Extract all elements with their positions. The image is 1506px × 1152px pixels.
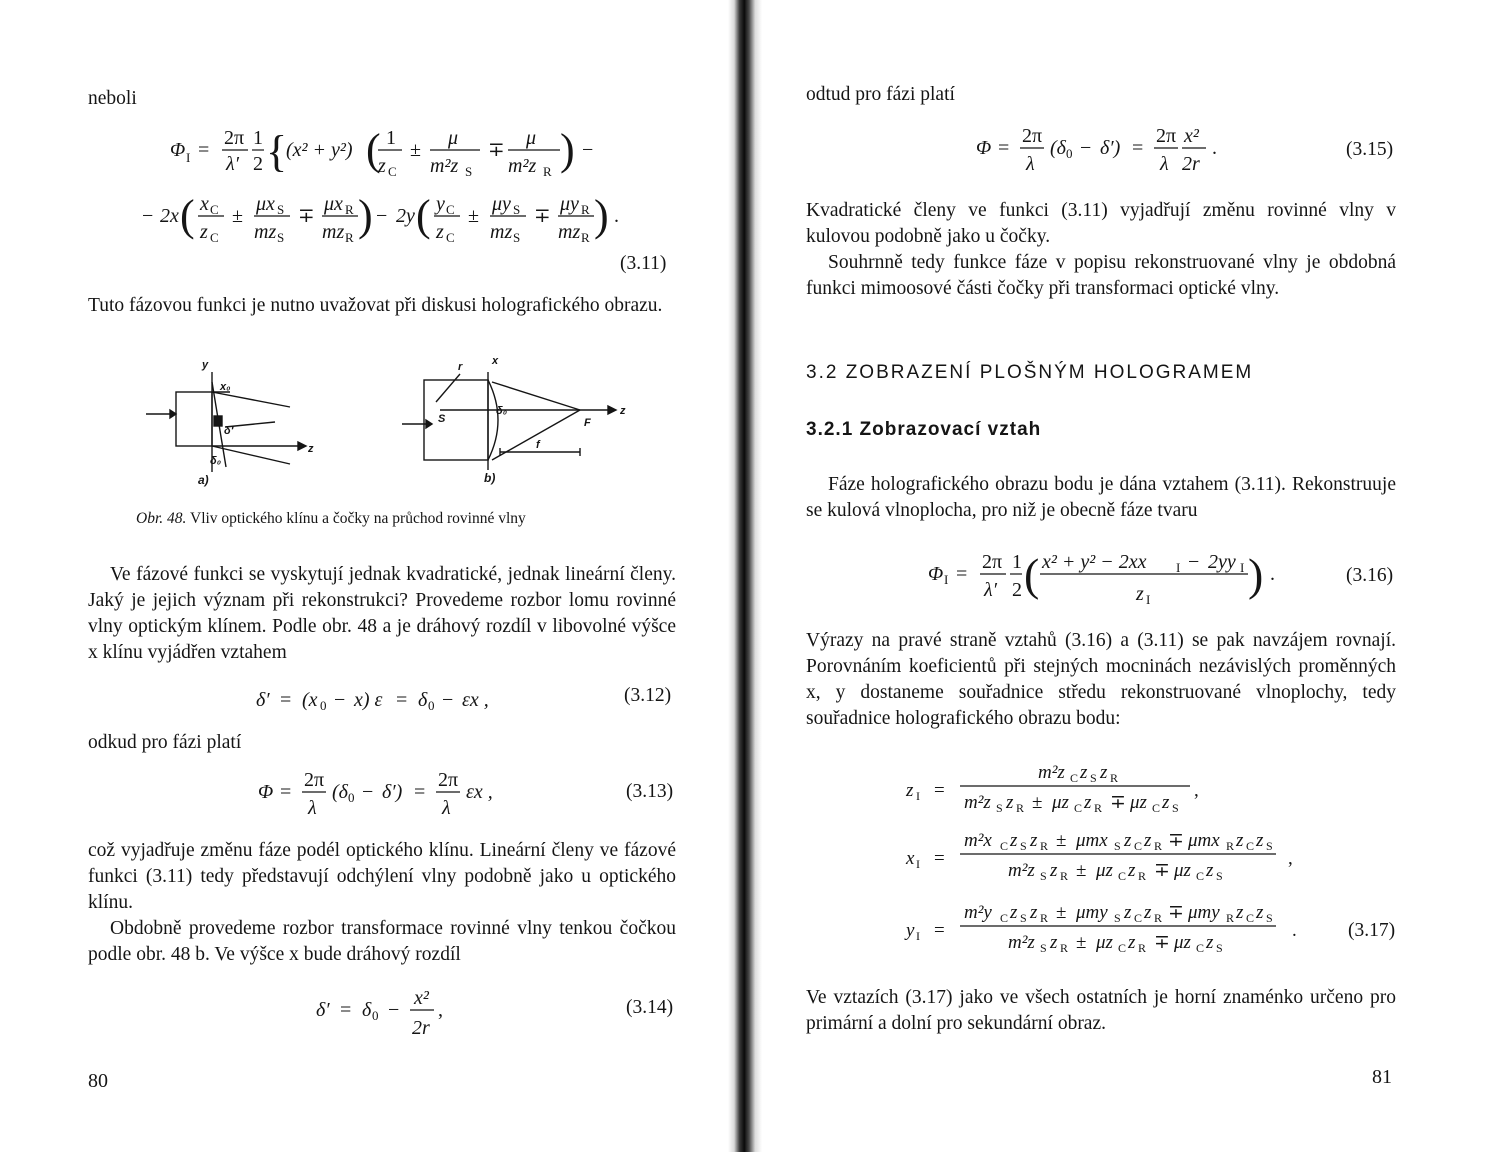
odkud-text: odkud pro fázi platí: [88, 732, 242, 753]
svg-text:R: R: [1110, 771, 1119, 785]
svg-text:): ): [560, 125, 575, 174]
svg-text:±: ±: [232, 205, 243, 227]
svg-text:): ): [358, 191, 373, 240]
svg-text:±: ±: [1056, 830, 1067, 851]
equation-3-12: [250, 678, 530, 718]
svg-text:S: S: [996, 801, 1003, 815]
svg-text:2yy: 2yy: [1208, 551, 1236, 573]
equation-number-3-15: (3.15): [1346, 139, 1394, 160]
svg-text:(x² + y²): (x² + y²): [286, 139, 353, 161]
figure-caption: [136, 510, 526, 528]
svg-text:I: I: [1176, 560, 1181, 575]
figure-label-a: a): [198, 473, 209, 487]
svg-text:2π: 2π: [224, 127, 245, 149]
svg-text:μmy: μmy: [1076, 902, 1108, 923]
svg-text:=: =: [934, 848, 945, 869]
svg-text:μz: μz: [1174, 860, 1191, 881]
svg-text:S: S: [277, 230, 285, 245]
book-spine: [728, 0, 762, 1152]
svg-text:r: r: [458, 361, 463, 373]
page-number-right: 81: [1372, 1066, 1392, 1088]
svg-text:S: S: [1114, 839, 1121, 853]
svg-text:C: C: [446, 230, 455, 245]
svg-text:(: (: [180, 191, 195, 240]
svg-text:δ′): δ′): [382, 781, 403, 803]
equation-3-14: [310, 982, 450, 1042]
svg-text:∓: ∓: [488, 139, 505, 161]
svg-text:λ: λ: [442, 797, 451, 819]
svg-text:z: z: [1006, 792, 1014, 813]
equation-number-3-13: (3.13): [626, 781, 674, 802]
svg-text:m²z: m²z: [508, 155, 537, 177]
paragraph-ve-fazove: Ve fázové funkci se vyskytují jednak kvadratické, jednak lineární členy. Jaký je jejich význam při rekonstrukci? Provedeme rozbor lomu rovinné vlny optickým klínem. Podle obr. 48 a je dráhový rozdíl v libovolné výšce x klínu vyjádřen vztahem: [88, 564, 676, 663]
svg-text:z: z: [1050, 860, 1058, 881]
svg-text:z: z: [1080, 762, 1088, 783]
svg-text:S: S: [1172, 801, 1179, 815]
svg-text:R: R: [345, 230, 354, 245]
svg-text:S: S: [1020, 839, 1027, 853]
svg-text:∓: ∓: [1110, 792, 1126, 813]
svg-text:2π: 2π: [1156, 125, 1177, 147]
subsection-heading: 3.2.1 Zobrazovací vztah: [806, 419, 1042, 440]
svg-text:±: ±: [1032, 792, 1043, 813]
svg-text:∓: ∓: [534, 205, 551, 227]
equation-number-3-14: (3.14): [626, 997, 674, 1018]
section-heading: 3.2 ZOBRAZENÍ PLOŠNÝM HOLOGRAMEM: [806, 362, 1254, 383]
svg-text:(δ: (δ: [332, 781, 348, 803]
figure-label-b: b): [484, 471, 496, 485]
svg-text:z: z: [1010, 830, 1018, 851]
svg-text:λ′: λ′: [226, 153, 240, 175]
svg-text:R: R: [581, 230, 590, 245]
svg-text:μmx: μmx: [1076, 830, 1108, 851]
svg-text:z: z: [1010, 902, 1018, 923]
equation-number-3-17: (3.17): [1348, 920, 1396, 941]
svg-text:z: z: [1100, 762, 1108, 783]
figure-caption-label: Obr. 48.: [136, 510, 187, 527]
svg-text:C: C: [1070, 771, 1079, 785]
svg-text:I: I: [1146, 592, 1151, 607]
svg-text:=: =: [396, 689, 408, 711]
svg-text:I: I: [186, 150, 191, 165]
svg-text:−: −: [142, 205, 154, 227]
svg-text:S: S: [1020, 911, 1027, 925]
svg-text:mz: mz: [558, 221, 581, 243]
svg-text:εx ,: εx ,: [462, 689, 489, 711]
svg-text:μmx: μmx: [1188, 830, 1220, 851]
svg-text:.: .: [614, 205, 619, 227]
svg-text:f: f: [536, 439, 540, 451]
svg-text:C: C: [1134, 839, 1143, 853]
svg-text:S: S: [1216, 869, 1223, 883]
svg-text:Φ: Φ: [976, 137, 992, 159]
svg-text:±: ±: [1076, 932, 1087, 953]
svg-text:2r: 2r: [412, 1017, 430, 1039]
svg-text:x²: x²: [414, 987, 429, 1009]
svg-text:C: C: [388, 164, 397, 179]
svg-text:C: C: [1196, 941, 1205, 955]
svg-text:Φ: Φ: [928, 563, 944, 585]
svg-text:R: R: [1226, 911, 1235, 925]
svg-text:R: R: [1154, 911, 1163, 925]
svg-text:2x: 2x: [160, 205, 179, 227]
svg-text:μx: μx: [324, 193, 343, 215]
svg-text:m²y: m²y: [964, 902, 992, 923]
equation-number-3-11: (3.11): [620, 253, 667, 274]
svg-text:−: −: [1080, 137, 1092, 159]
svg-text:): ): [594, 191, 609, 240]
svg-text:μ: μ: [448, 127, 459, 149]
neboli-text: neboli: [88, 88, 137, 109]
svg-text:2: 2: [253, 153, 263, 175]
svg-text:λ′: λ′: [984, 579, 998, 601]
svg-text:x: x: [906, 848, 915, 869]
figure-48-drawing: [140, 352, 640, 492]
svg-text:,: ,: [1194, 780, 1199, 801]
svg-text:−: −: [442, 689, 454, 711]
svg-text:C: C: [1246, 839, 1255, 853]
svg-text:2π: 2π: [1022, 125, 1043, 147]
svg-text:S: S: [1114, 911, 1121, 925]
svg-text:=: =: [956, 563, 968, 585]
svg-text:δ₀: δ₀: [496, 405, 508, 417]
svg-text:λ: λ: [308, 797, 317, 819]
svg-text:(δ: (δ: [1050, 137, 1066, 159]
svg-text:z: z: [1128, 932, 1136, 953]
svg-text:μx: μx: [256, 193, 275, 215]
svg-text:z: z: [1206, 860, 1214, 881]
svg-text:z: z: [1124, 830, 1132, 851]
svg-text:F: F: [584, 417, 591, 429]
svg-text:∓: ∓: [1154, 932, 1170, 953]
svg-text:μy: μy: [560, 193, 579, 215]
svg-text:−: −: [582, 139, 594, 161]
svg-text:λ: λ: [1160, 153, 1169, 175]
svg-text:−: −: [362, 781, 374, 803]
svg-text:.: .: [1270, 563, 1275, 585]
svg-text:S: S: [1090, 771, 1097, 785]
svg-text:,: ,: [438, 999, 443, 1021]
svg-text:C: C: [1134, 911, 1143, 925]
svg-text:±: ±: [468, 205, 479, 227]
svg-text:R: R: [1060, 869, 1069, 883]
svg-text:.: .: [1292, 920, 1297, 941]
svg-text:S: S: [1266, 839, 1273, 853]
svg-text:z: z: [1030, 830, 1038, 851]
svg-text:λ: λ: [1026, 153, 1035, 175]
svg-text:=: =: [280, 781, 292, 803]
svg-text:(: (: [416, 191, 431, 240]
svg-text:S: S: [1040, 869, 1047, 883]
svg-text:m²z: m²z: [1038, 762, 1065, 783]
svg-text:C: C: [210, 202, 219, 217]
svg-text:z: z: [1050, 932, 1058, 953]
svg-text:0: 0: [1066, 146, 1073, 161]
svg-text:R: R: [543, 164, 552, 179]
svg-text:z: z: [1084, 792, 1092, 813]
svg-text:z: z: [1236, 902, 1244, 923]
svg-text:z: z: [1236, 830, 1244, 851]
equation-3-13: [252, 762, 532, 822]
svg-text:εx ,: εx ,: [466, 781, 493, 803]
svg-text:x² + y² − 2xx: x² + y² − 2xx: [1042, 551, 1147, 573]
svg-text:−: −: [1188, 551, 1200, 573]
svg-text:y: y: [906, 920, 915, 941]
svg-text:=: =: [934, 920, 945, 941]
svg-text:x₀: x₀: [220, 381, 231, 393]
svg-text:∓: ∓: [1168, 902, 1184, 923]
svg-text:(x: (x: [302, 689, 318, 711]
svg-text:z: z: [1256, 830, 1264, 851]
svg-text:μz: μz: [1096, 932, 1113, 953]
equation-number-3-12: (3.12): [624, 685, 672, 706]
equation-3-16: [924, 542, 1304, 612]
svg-text:R: R: [1138, 941, 1147, 955]
svg-text:S: S: [1266, 911, 1273, 925]
svg-text:m²z: m²z: [430, 155, 459, 177]
svg-text:m²z: m²z: [964, 792, 991, 813]
svg-text:μz: μz: [1130, 792, 1147, 813]
paragraph-faze: Fáze holografického obrazu bodu je dána vztahem (3.11). Rekonstruuje se kulová vlnoplocha, pro niž je obecně fáze tvaru: [806, 474, 1396, 521]
svg-text:x²: x²: [1184, 125, 1199, 147]
svg-text:−: −: [376, 205, 388, 227]
svg-text:=: =: [1132, 137, 1144, 159]
svg-text:R: R: [1040, 911, 1049, 925]
svg-text:z: z: [1030, 902, 1038, 923]
paragraph-obdobne: Obdobně provedeme rozbor transformace rovinné vlny tenkou čočkou podle obr. 48 b. Ve výšce x bude dráhový rozdíl: [88, 918, 676, 965]
svg-text:μz: μz: [1174, 932, 1191, 953]
svg-text:μmy: μmy: [1188, 902, 1220, 923]
svg-text:z: z: [620, 405, 626, 417]
svg-text:S: S: [513, 230, 521, 245]
svg-text:±: ±: [1056, 902, 1067, 923]
svg-text:C: C: [210, 230, 219, 245]
svg-text:m²x: m²x: [964, 830, 992, 851]
svg-text:mz: mz: [490, 221, 513, 243]
svg-text:δ′: δ′: [256, 689, 270, 711]
svg-text:x: x: [200, 193, 209, 215]
svg-text:C: C: [1152, 801, 1161, 815]
svg-text:x) ε: x) ε: [354, 689, 383, 711]
paragraph-coz: což vyjadřuje změnu fáze podél optického klínu. Lineární členy ve fázové funkci (3.11) tedy představují odchýlení vlny podobně jako u optického klínu.: [88, 840, 676, 913]
svg-text:C: C: [1118, 869, 1127, 883]
svg-text:=: =: [998, 137, 1010, 159]
svg-text:=: =: [340, 999, 352, 1021]
svg-text:=: =: [414, 781, 426, 803]
svg-text:2π: 2π: [438, 769, 459, 791]
svg-text:R: R: [1154, 839, 1163, 853]
svg-text:I: I: [944, 572, 949, 587]
svg-text:=: =: [198, 139, 210, 161]
svg-text:R: R: [1094, 801, 1103, 815]
figure-48: [140, 352, 640, 492]
paragraph-ve-vztazich: Ve vztazích (3.17) jako ve všech ostatních je horní znaménko určeno pro primární a dolní pro sekundární obraz.: [806, 987, 1396, 1034]
equation-number-3-16: (3.16): [1346, 565, 1394, 586]
svg-text:C: C: [1196, 869, 1205, 883]
paragraph-kvadraticke: Kvadratické členy ve funkci (3.11) vyjadřují změnu rovinné vlny v kulovou podobně jako u čočky.: [806, 200, 1396, 247]
svg-text:δ′): δ′): [1100, 137, 1121, 159]
svg-text:z: z: [378, 155, 386, 177]
svg-text:∓: ∓: [1154, 860, 1170, 881]
paragraph-vyrazy: Výrazy na pravé straně vztahů (3.16) a (3.11) se pak navzájem rovnají. Porovnáním koeficientů při stejných mocninách nezávislých proměnných x, y dostaneme souřadnice středu rekonstruované vlnoplochy, tedy souřadnice holografického obrazu bodu:: [806, 630, 1396, 729]
figure-caption-text: Vliv optického klínu a čočky na průchod rovinné vlny: [190, 510, 526, 527]
svg-text:z: z: [1136, 583, 1144, 605]
svg-text:C: C: [1000, 911, 1009, 925]
svg-text:R: R: [581, 202, 590, 217]
svg-text:2: 2: [1012, 579, 1022, 601]
svg-text:±: ±: [410, 139, 421, 161]
page-number-left: 80: [88, 1070, 108, 1092]
svg-text:x: x: [492, 355, 499, 367]
svg-text:2π: 2π: [982, 551, 1003, 573]
svg-text:z: z: [906, 780, 914, 801]
svg-text:I: I: [1240, 560, 1245, 575]
svg-text:=: =: [280, 689, 292, 711]
svg-text:S: S: [465, 164, 473, 179]
svg-text:z: z: [1144, 902, 1152, 923]
svg-text:{: {: [266, 127, 288, 176]
svg-text:z: z: [308, 443, 314, 455]
svg-text:μz: μz: [1052, 792, 1069, 813]
svg-text:C: C: [1000, 839, 1009, 853]
svg-text:R: R: [345, 202, 354, 217]
svg-text:y: y: [202, 359, 209, 371]
equation-3-15: [970, 120, 1230, 180]
svg-text:z: z: [200, 221, 208, 243]
svg-text:0: 0: [372, 1008, 379, 1023]
svg-text:1: 1: [1012, 551, 1022, 573]
svg-text:mz: mz: [322, 221, 345, 243]
svg-text:∓: ∓: [1168, 830, 1184, 851]
right-page: [760, 0, 1506, 1152]
svg-text:2y: 2y: [396, 205, 415, 227]
svg-text:∓: ∓: [298, 205, 315, 227]
svg-text:C: C: [1118, 941, 1127, 955]
svg-text:mz: mz: [254, 221, 277, 243]
svg-text:−: −: [334, 689, 346, 711]
svg-text:S: S: [438, 413, 446, 425]
svg-text:I: I: [916, 929, 920, 943]
svg-text:S: S: [277, 202, 285, 217]
svg-text:C: C: [1074, 801, 1083, 815]
svg-text:I: I: [916, 789, 920, 803]
svg-text:S: S: [1040, 941, 1047, 955]
svg-text:R: R: [1060, 941, 1069, 955]
svg-text:R: R: [1226, 839, 1235, 853]
svg-text:R: R: [1040, 839, 1049, 853]
paragraph-souhrnne: Souhrnně tedy funkce fáze v popisu rekonstruované vlny je obdobná funkci mimoosové části čočky při transformaci optické vlny.: [806, 252, 1396, 299]
left-page: [0, 0, 733, 1152]
svg-text:m²z: m²z: [1008, 932, 1035, 953]
svg-text:z: z: [436, 221, 444, 243]
svg-text:C: C: [1246, 911, 1255, 925]
svg-text:0: 0: [320, 698, 327, 713]
svg-text:δ: δ: [418, 689, 428, 711]
svg-text:S: S: [1216, 941, 1223, 955]
svg-text:m²z: m²z: [1008, 860, 1035, 881]
svg-text:.: .: [1212, 137, 1217, 159]
svg-text:z: z: [1128, 860, 1136, 881]
svg-text:−: −: [388, 999, 400, 1021]
svg-text:(: (: [1024, 549, 1040, 600]
svg-text:Φ: Φ: [258, 781, 274, 803]
svg-text:R: R: [1138, 869, 1147, 883]
svg-text:z: z: [1206, 932, 1214, 953]
svg-text:2r: 2r: [1182, 153, 1200, 175]
svg-text:μz: μz: [1096, 860, 1113, 881]
svg-text:S: S: [513, 202, 521, 217]
svg-text:2π: 2π: [304, 769, 325, 791]
svg-text:C: C: [446, 202, 455, 217]
svg-text:0: 0: [348, 790, 355, 805]
paragraph-tuto: Tuto fázovou funkci je nutno uvažovat při diskusi holografického obrazu.: [88, 295, 663, 316]
svg-text:,: ,: [1288, 848, 1293, 869]
svg-text:I: I: [916, 857, 920, 871]
svg-text:0: 0: [428, 698, 435, 713]
svg-text:=: =: [934, 780, 945, 801]
svg-text:±: ±: [1076, 860, 1087, 881]
svg-text:1: 1: [386, 127, 396, 149]
equation-3-17: [900, 752, 1320, 972]
svg-text:z: z: [1162, 792, 1170, 813]
svg-text:R: R: [1016, 801, 1025, 815]
svg-text:δ: δ: [362, 999, 372, 1021]
svg-text:δ′: δ′: [316, 999, 330, 1021]
svg-text:z: z: [1124, 902, 1132, 923]
svg-text:y: y: [436, 193, 445, 215]
odtud-text: odtud pro fázi platí: [806, 84, 955, 105]
svg-text:(: (: [366, 125, 381, 174]
svg-text:μ: μ: [526, 127, 537, 149]
svg-text:μy: μy: [492, 193, 511, 215]
svg-text:1: 1: [253, 127, 263, 149]
svg-text:Φ: Φ: [170, 139, 186, 161]
svg-text:): ): [1248, 549, 1264, 600]
svg-text:δ₀: δ₀: [210, 455, 222, 467]
svg-text:z: z: [1144, 830, 1152, 851]
svg-text:z: z: [1256, 902, 1264, 923]
equation-3-11: [140, 110, 660, 250]
svg-text:δ′: δ′: [224, 425, 234, 437]
